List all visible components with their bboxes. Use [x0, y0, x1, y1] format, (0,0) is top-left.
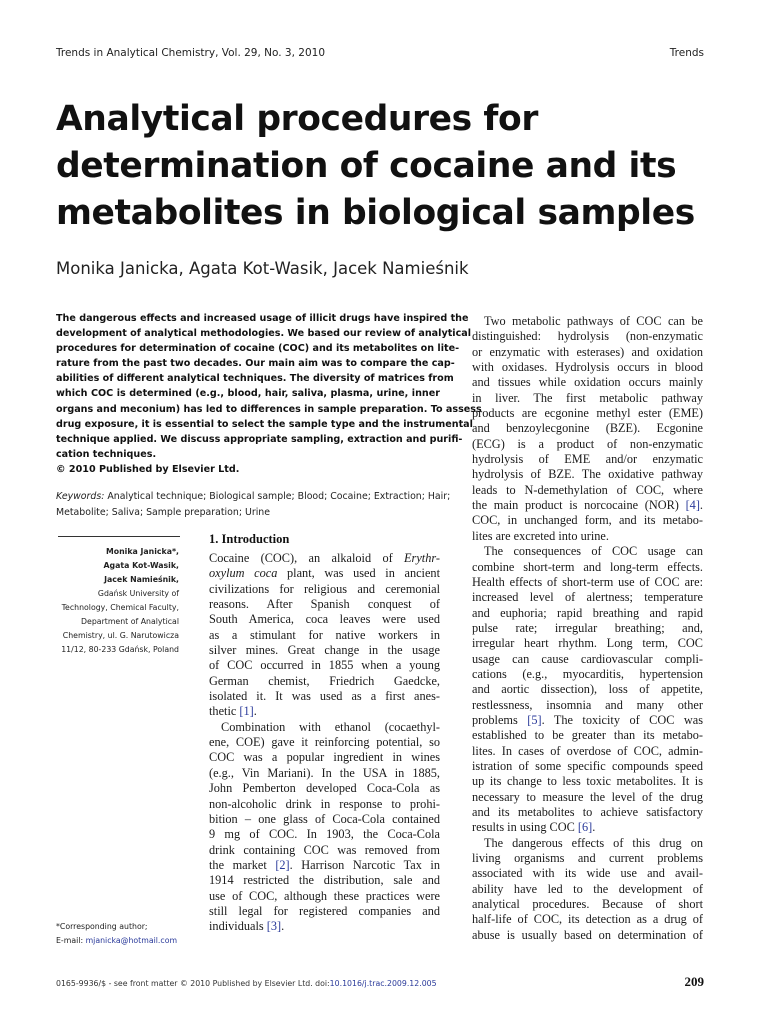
- body-column-right: [472, 314, 703, 943]
- affiliation-line: Gdańsk University of: [97, 589, 179, 598]
- body-line: lites. In cases of overdose of COC, admin-: [472, 743, 703, 758]
- body-line: and its metabolites to achieve satisfactory: [472, 805, 703, 819]
- body-line: Two metabolic pathways of COC can be: [484, 314, 703, 328]
- body-line: isolated it. It was used as a first anes-: [209, 689, 440, 704]
- body-line: with oxidases. Hydrolysis occurs in blood: [472, 360, 703, 375]
- abstract-line: abilities of different analytical techniques. The diversity of matrices from: [56, 373, 454, 385]
- body-line: associated with its wide use and avail-: [472, 866, 703, 881]
- section-label: Trends: [669, 47, 704, 59]
- body-line: abuse is usually based on determination of: [472, 927, 703, 942]
- body-line: The dangerous effects of this drug on: [484, 835, 703, 850]
- body-line: istration of some specific compounds speed: [472, 758, 703, 773]
- body-line: silver mines. Great change in the usage: [209, 643, 440, 658]
- abstract-line: organs and meconium) has led to differences in sample preparation. To assess: [56, 403, 482, 415]
- citation-link[interactable]: [3]: [266, 919, 282, 934]
- abstract-line: development of analytical methodologies. We based our review of analytical: [56, 328, 472, 340]
- keywords-text: Analytical technique; Biological sample; Blood; Cocaine; Extraction; Hair;: [107, 491, 451, 502]
- body-line: products are ecgonine methyl ester (EME): [472, 406, 703, 421]
- body-line: Health effects of short-term use of COC are:: [472, 574, 703, 589]
- body-line: the main product is norcocaine (NOR) [4].: [472, 498, 703, 513]
- body-line: half-life of COC, its detection as a drug of: [472, 912, 703, 927]
- affiliation-line: Technology, Chemical Faculty,: [61, 603, 179, 612]
- body-line: John Pemberton developed Coca-Cola as: [209, 781, 440, 796]
- title-line: metabolites in biological samples: [56, 193, 695, 233]
- body-line: or enzymatic with esterases) and oxidation: [472, 344, 703, 359]
- email-link[interactable]: mjanicka@hotmail.com: [85, 935, 178, 945]
- body-line: and benzoylecgonine (BZE). Ecgonine: [472, 421, 703, 436]
- page-footer: [56, 979, 437, 988]
- body-line: individuals [3].: [209, 919, 285, 934]
- abstract-line: cation techniques.: [56, 448, 157, 460]
- body-line: restlessness, insomnia and many other: [472, 697, 703, 712]
- body-line: Cocaine (COC), an alkaloid of Erythr-: [209, 551, 440, 565]
- body-line: COC was a popular ingredient in wines: [209, 750, 440, 765]
- body-line: established to be greater than its metabo-: [472, 728, 703, 743]
- body-line: German chemist, Friedrich Gaedcke,: [209, 673, 440, 688]
- body-line: COC, in unchanged form, and its metabo-: [472, 513, 703, 528]
- keywords: [56, 489, 451, 521]
- affiliation-author: Monika Janicka*,: [106, 547, 179, 556]
- body-line: South America, coca leaves were used: [209, 612, 440, 627]
- body-line: non-alcoholic drink in response to prohi-: [209, 796, 440, 811]
- body-line: cations (e.g., myocarditis, hypertension: [472, 666, 703, 681]
- running-header: [56, 47, 704, 59]
- affiliation-line: Department of Analytical: [81, 617, 179, 626]
- body-line: ability have led to the development of: [472, 881, 703, 896]
- body-line: distinguished: hydrolysis (non-enzymatic: [472, 329, 703, 344]
- doi-link[interactable]: 10.1016/j.trac.2009.12.005: [329, 979, 437, 988]
- body-line: irregular heart rhythm. Long term, COC: [472, 636, 703, 651]
- affiliation-author: Agata Kot-Wasik,: [103, 561, 179, 570]
- body-line: in liver. The first metabolic pathway: [472, 390, 703, 405]
- body-line: Combination with ethanol (cocaethyl-: [221, 719, 440, 734]
- abstract-line: procedures for determination of cocaine (COC) and its metabolites on lite-: [56, 343, 460, 355]
- body-line: hydrolysis of EME and/or enzymatic: [472, 452, 703, 467]
- body-line: (e.g., Vin Mariani). In the USA in 1885,: [209, 765, 440, 780]
- body-line: as a stimulant for native workers in: [209, 627, 440, 642]
- article-title: [56, 96, 706, 237]
- body-line: living organisms and current problems: [472, 851, 703, 866]
- body-line: 1914 restricted the distribution, sale and: [209, 873, 440, 888]
- abstract-line: which COC is determined (e.g., blood, hair, saliva, plasma, urine, inner: [56, 388, 440, 400]
- section-heading: 1. Introduction: [209, 532, 290, 546]
- citation-link[interactable]: [2]: [275, 857, 290, 872]
- affiliation-author: Jacek Namieśnik,: [104, 575, 179, 584]
- affiliation-divider: [58, 536, 180, 537]
- body-line: ene, COE) gave it reinforcing potential, so: [209, 735, 440, 750]
- footer-text: 0165-9936/$ - see front matter © 2010 Published by Elsevier Ltd. doi:: [56, 979, 330, 988]
- abstract-line: drug exposure, it is essential to select the sample type and the instrumental: [56, 418, 473, 430]
- citation-link[interactable]: [1]: [239, 704, 254, 719]
- body-line: and tissues while oxidation occurs mainly: [472, 375, 703, 390]
- affiliation-line: 11/12, 80-233 Gdańsk, Poland: [61, 645, 179, 654]
- keywords-text: Metabolite; Saliva; Sample preparation; Urine: [56, 507, 271, 518]
- body-line: necessary to measure the level of the drug: [472, 789, 703, 804]
- email-label: E-mail:: [56, 935, 86, 945]
- body-line: still legal for registered companies and: [209, 903, 440, 918]
- body-line: use of COC, although these practices were: [209, 888, 440, 903]
- affiliation: [58, 545, 179, 657]
- body-line: and aortic dissection), loss of appetite,: [472, 682, 703, 697]
- citation-link[interactable]: [6]: [577, 820, 593, 835]
- body-line: 9 mg of COC. In 1903, the Coca-Cola: [209, 827, 440, 842]
- keywords-label: Keywords:: [56, 491, 105, 502]
- body-line: up its change to less toxic metabolites. It is: [472, 774, 703, 789]
- body-line: drink containing COC was removed from: [209, 842, 440, 857]
- body-line: thetic [1].: [209, 704, 257, 719]
- body-line: problems [5]. The toxicity of COC was: [472, 712, 703, 727]
- body-line: the market [2]. Harrison Narcotic Tax in: [209, 857, 440, 872]
- page-number: 209: [684, 974, 704, 989]
- corresponding-author: [56, 920, 196, 947]
- copyright-notice: © 2010 Published by Elsevier Ltd.: [56, 463, 240, 475]
- body-line: The consequences of COC usage can: [484, 544, 703, 559]
- abstract-line: technique applied. We discuss appropriate sampling, extraction and purifi-: [56, 433, 463, 445]
- body-column-middle: [209, 551, 440, 935]
- title-line: Analytical procedures for: [56, 99, 538, 139]
- corresponding-label: *Corresponding author;: [56, 922, 148, 931]
- journal-citation: Trends in Analytical Chemistry, Vol. 29, No. 3, 2010: [56, 47, 326, 59]
- body-line: hydrolysis of BZE. The oxidative pathway: [472, 467, 703, 482]
- body-line: usage can cause cardiovascular compli-: [472, 651, 703, 666]
- citation-link[interactable]: [4]: [685, 498, 700, 513]
- body-line: lites are excreted into urine.: [472, 528, 609, 543]
- abstract: [56, 311, 482, 477]
- body-line: analytical procedures. Because of short: [472, 897, 703, 912]
- body-line: of COC occurred in 1855 when a young: [209, 658, 440, 673]
- body-line: oxylum coca plant, was used in ancient: [209, 566, 440, 581]
- body-line: increased level of alertness; temperature: [472, 590, 703, 605]
- affiliation-line: Chemistry, ul. G. Narutowicza: [62, 631, 179, 640]
- author-list: Monika Janicka, Agata Kot-Wasik, Jacek Namieśnik: [56, 259, 469, 278]
- title-line: determination of cocaine and its: [56, 146, 677, 186]
- abstract-line: rature from the past two decades. Our main aim was to compare the cap-: [56, 358, 455, 370]
- body-line: bition – one glass of Coca-Cola contained: [209, 811, 440, 826]
- body-line: leads to N-demethylation of COC, where: [472, 482, 703, 497]
- body-line: civilizations for religious and ceremonial: [209, 581, 440, 596]
- body-line: reasons. After Spanish conquest of: [209, 597, 440, 612]
- body-line: combine short-term and long-term effects.: [472, 559, 703, 574]
- body-line: and euphoria; rapid breathing and rapid: [472, 605, 703, 620]
- citation-link[interactable]: [5]: [527, 712, 542, 727]
- abstract-line: The dangerous effects and increased usage of illicit drugs have inspired the: [56, 313, 469, 324]
- body-line: (ECG) is a product of non-enzymatic: [472, 436, 703, 451]
- body-line: pulse rate; irregular breathing; and,: [472, 620, 703, 635]
- body-line: results in using COC [6].: [472, 820, 596, 835]
